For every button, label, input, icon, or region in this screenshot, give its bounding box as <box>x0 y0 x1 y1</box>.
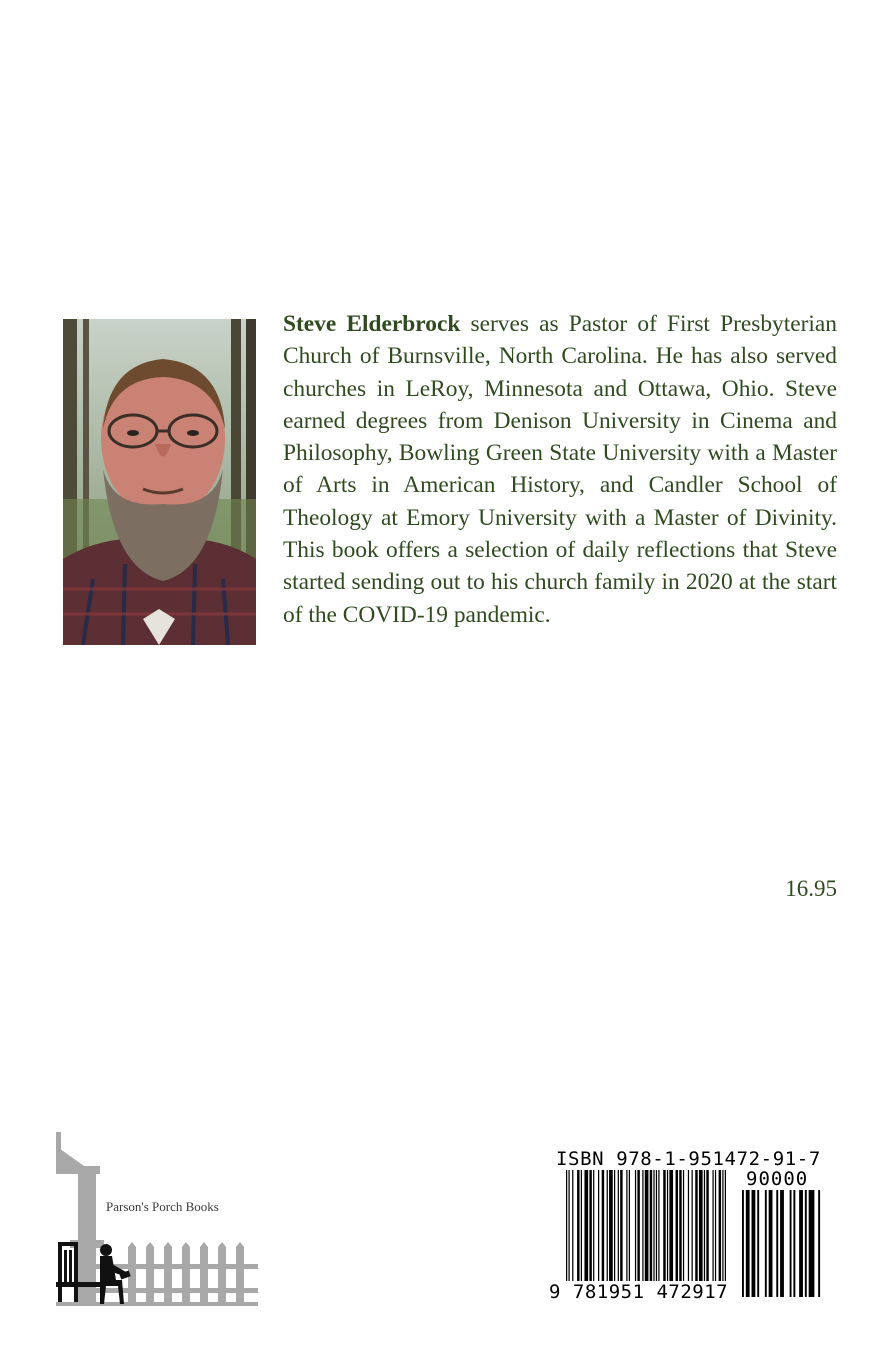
isbn-barcode <box>566 1170 726 1297</box>
price-barcode <box>742 1190 822 1297</box>
author-name: Steve Elderbrock <box>283 311 461 337</box>
isbn-label: ISBN 978-1-951472-91-7 <box>556 1148 821 1170</box>
ean-digits: 9 781951 472917 <box>549 1281 729 1303</box>
bio-text: serves as Pastor of First Presbyterian Church of Burnsville, North Carolina. He has also served churches in LeRoy, Minnesota and Ottawa, Ohio. Steve earned degrees from Denison University in Cinema and Philosophy, Bowling Green State University with a Master of Arts in American History, and Candler School of Theology at Emory University with a Master of Divinity. This book offers a selection of daily reflections that Steve started sending out to his church family in 2020 at the start of the COVID-19 pandemic. <box>283 311 837 628</box>
price: 16.95 <box>785 876 837 901</box>
author-bio <box>283 308 837 631</box>
author-photo <box>63 319 256 645</box>
publisher-name: Parson's Porch Books <box>106 1199 219 1214</box>
price-code-digits: 90000 <box>746 1168 809 1190</box>
publisher-logo <box>56 1132 258 1306</box>
